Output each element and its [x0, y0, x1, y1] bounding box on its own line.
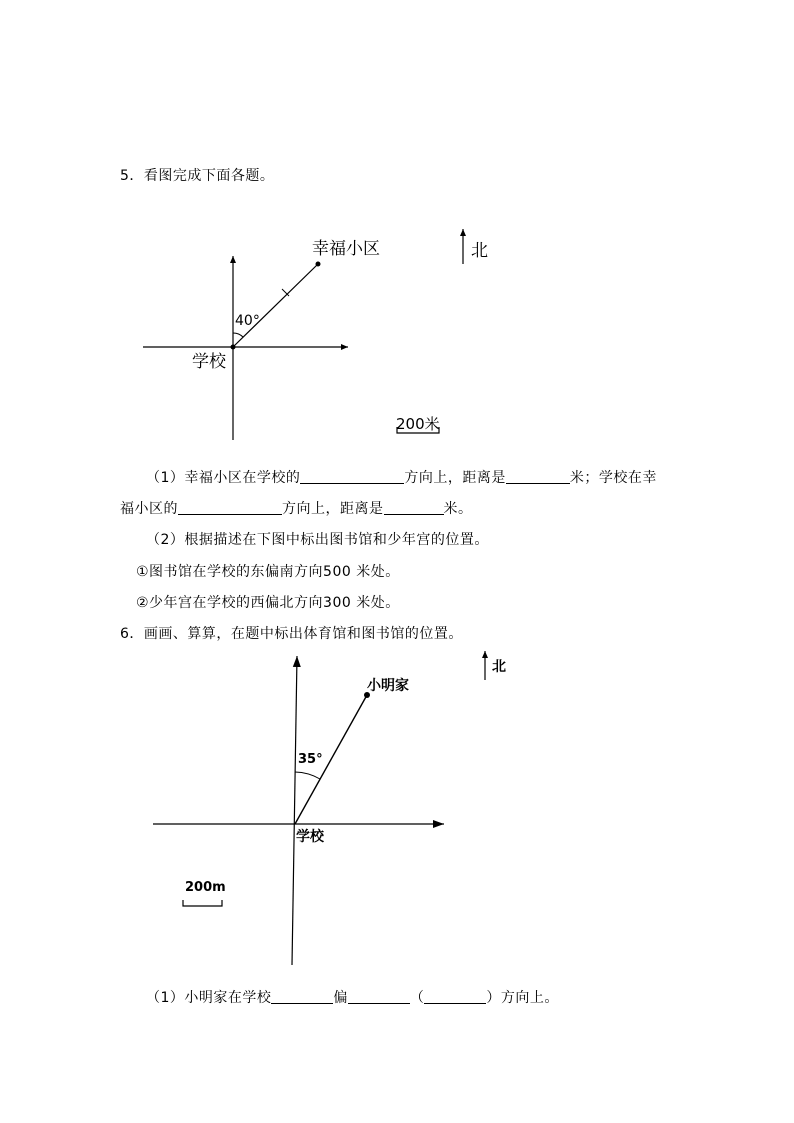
q5-p2-item2: ②少年宫在学校的西偏北方向300 米处。: [136, 595, 400, 611]
q5-north-label: 北: [471, 241, 488, 261]
q6-scale-bar: [183, 900, 222, 906]
q5-title: 5．看图完成下面各题。: [120, 168, 275, 184]
q5-p1-text-e: 方向上，距离是: [282, 501, 384, 517]
q6-angle-label: 35°: [298, 752, 323, 767]
q5-origin-label: 学校: [192, 352, 226, 372]
q6-blank-1[interactable]: [271, 989, 333, 1004]
q5-angle-label: 40°: [235, 313, 260, 329]
q6-north-axis: [292, 656, 297, 965]
q6-blank-2[interactable]: [348, 989, 410, 1004]
q6-p1-line: [146, 987, 559, 1007]
q5-p1-text-d: 福小区的: [120, 501, 178, 517]
q6-p1-text-a: （1）小明家在学校: [146, 990, 272, 1006]
q6-origin-label: 学校: [296, 829, 324, 845]
q6-north-label: 北: [492, 659, 506, 675]
q5-p1-text-f: 米。: [443, 501, 473, 517]
q6-angle-arc: [295, 772, 320, 779]
q6-blank-3[interactable]: [424, 989, 486, 1004]
q6-place-label: 小明家: [367, 678, 409, 694]
q6-p1-text-d: ）方向上。: [486, 990, 559, 1006]
q5-p1-text-c: 米；学校在幸: [569, 470, 657, 486]
q6-p1-text-b: 偏: [333, 990, 348, 1006]
q6-title: 6．画画、算算，在题中标出体育馆和图书馆的位置。: [120, 626, 463, 642]
q5-scale-label: 200米: [396, 415, 440, 433]
q5-p1-text-b: 方向上，距离是: [404, 470, 506, 486]
q5-p2-item1: ①图书馆在学校的东偏南方向500 米处。: [136, 564, 400, 580]
q5-place-label: 幸福小区: [312, 239, 380, 259]
q5-p2-intro: （2）根据描述在下图中标出图书馆和少年宫的位置。: [146, 532, 489, 548]
q6-p1-text-c: （: [409, 990, 425, 1006]
q5-p1-text-a: （1）幸福小区在学校的: [146, 470, 301, 486]
q6-scale-label: 200m: [185, 880, 226, 895]
